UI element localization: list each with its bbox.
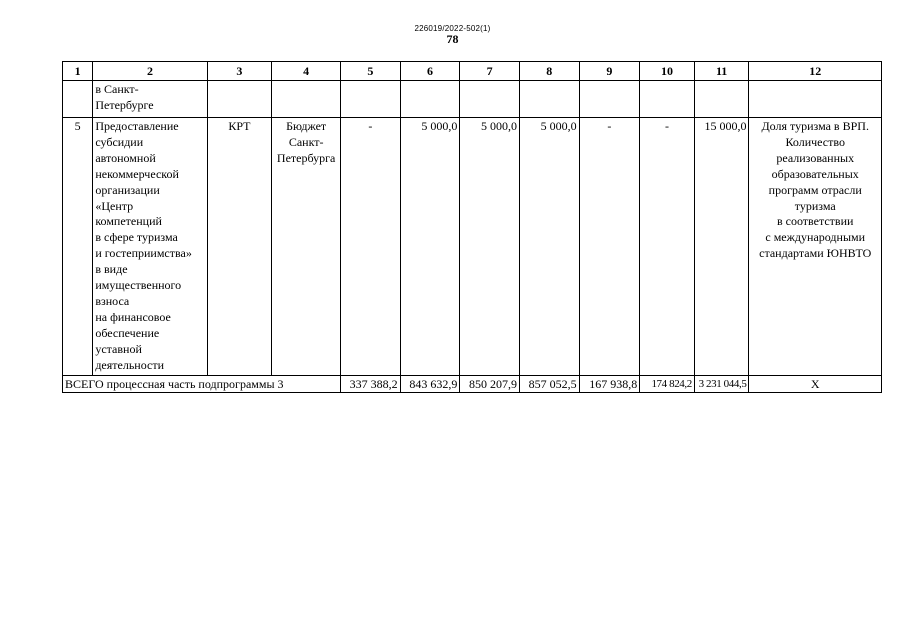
column-number: 7 [460,62,520,81]
continuation-text: в Санкт- Петербурге [93,81,207,118]
value-col8: 5 000,0 [519,118,579,376]
table-cell [519,81,579,118]
total-label: ВСЕГО процессная часть подпрограммы 3 [63,375,341,392]
column-number: 4 [272,62,341,81]
total-col10: 174 824,2 [640,375,695,392]
document-code: 226019/2022-502(1) [414,24,491,33]
column-number: 8 [519,62,579,81]
total-col11: 3 231 044,5 [694,375,749,392]
column-number: 11 [694,62,749,81]
value-col5: - [341,118,401,376]
table-cell [272,81,341,118]
table-cell [460,81,520,118]
column-number: 9 [579,62,640,81]
total-row [63,375,882,392]
table-cell [579,81,640,118]
value-col10: - [640,118,695,376]
total-col7: 850 207,9 [460,375,520,392]
total-col5: 337 388,2 [341,375,401,392]
column-number: 6 [400,62,460,81]
total-col6: 843 632,9 [400,375,460,392]
table-row [63,118,882,376]
page-number: 78 [446,32,459,46]
table-cell [640,81,695,118]
table-cell [400,81,460,118]
table-cell [63,81,93,118]
table-cell [749,81,882,118]
value-col9: - [579,118,640,376]
budget-table [62,61,882,393]
total-col8: 857 052,5 [519,375,579,392]
value-col6: 5 000,0 [400,118,460,376]
value-col11: 15 000,0 [694,118,749,376]
table-cell [207,81,272,118]
column-number: 3 [207,62,272,81]
total-col9: 167 938,8 [579,375,640,392]
value-col7: 5 000,0 [460,118,520,376]
continuation-row [63,81,882,118]
column-number: 1 [63,62,93,81]
table-cell [694,81,749,118]
row-number: 5 [63,118,93,376]
column-number: 12 [749,62,882,81]
column-number-row [63,62,882,81]
executor: КРТ [207,118,272,376]
table-cell [341,81,401,118]
column-number: 10 [640,62,695,81]
funding-source: Бюджет Санкт- Петербурга [272,118,341,376]
total-col12: X [749,375,882,392]
activity-name: Предоставление субсидии автономной некоммерческой организации «Центр компетенций в сфере туризма и гостеприимства» в виде имущественного взноса на финансовое обеспечение уставной деятельности [93,118,207,376]
indicator-text: Доля туризма в ВРП. Количество реализованных образовательных программ отрасли туризма в соответствии с международными стандартами ЮНВТО [749,118,882,376]
column-number: 2 [93,62,207,81]
column-number: 5 [341,62,401,81]
